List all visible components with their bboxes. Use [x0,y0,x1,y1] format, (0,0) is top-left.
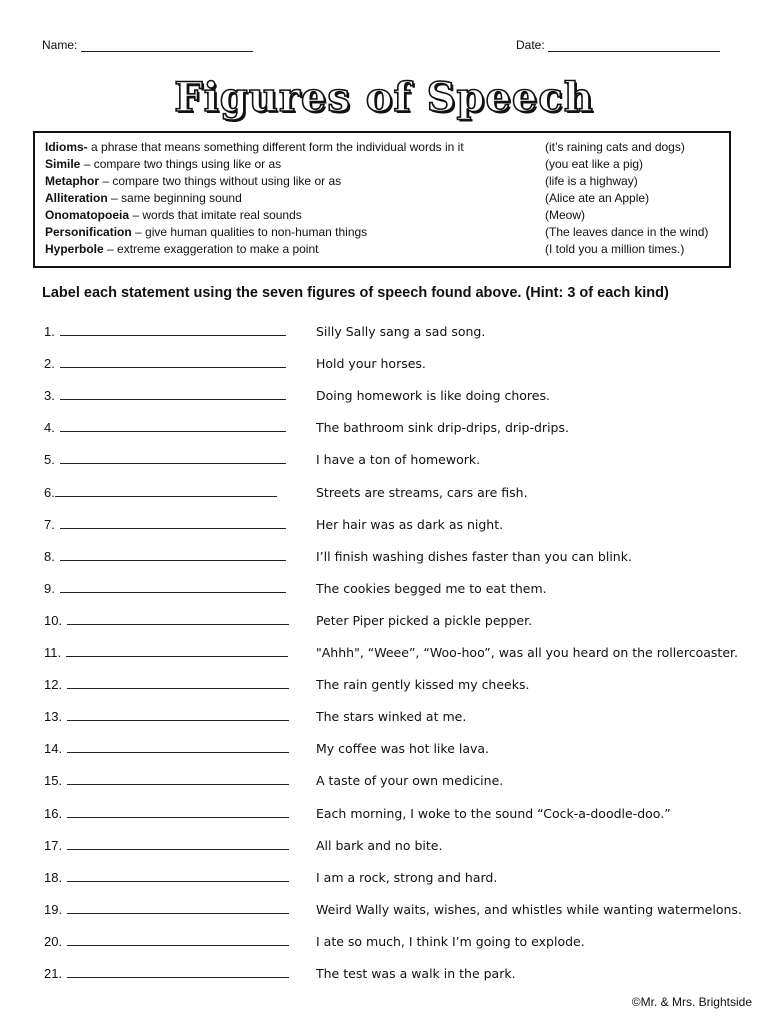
statement-text: I ate so much, I think I’m going to explode. [316,933,585,949]
answer-blank[interactable] [60,548,286,561]
statement-number: 5. [44,452,55,468]
answer-blank[interactable] [67,772,289,785]
definition-example: (life is a highway) [545,174,638,188]
statement-number: 10. [44,612,63,628]
statement-number: 2. [44,356,55,372]
answer-blank[interactable] [60,355,286,368]
definition-example: (Meow) [545,208,586,222]
definition-desc: – extreme exaggeration to make a point [103,242,319,256]
copyright: ©Mr. & Mrs. Brightside [631,995,752,1009]
statement-text: All bark and no bite. [316,837,443,853]
name-blank [81,51,253,52]
statement-text: Each morning, I woke to the sound “Cock-a-doodle-doo.” [316,805,671,821]
definition-desc: – words that imitate real sounds [129,208,302,222]
statement-number: 11. [44,645,62,660]
answer-blank[interactable] [67,933,289,946]
definition-example: (it’s raining cats and dogs) [545,140,685,154]
statement-row [44,932,585,952]
statement-row [44,515,504,535]
statement-row [44,804,671,824]
statement-row [44,322,486,342]
answer-blank[interactable] [60,580,286,593]
definitions-box [33,131,731,268]
statement-row [44,964,516,984]
date-label: Date: [516,38,545,52]
date-field [516,38,720,52]
statement-number: 9. [44,580,55,596]
statement-number: 13. [44,709,63,725]
definition-desc: – compare two things without using like or as [99,174,342,188]
statement-text: I’ll finish washing dishes faster than you can blink. [316,548,632,564]
statement-number: 14. [44,741,63,757]
definition-row [45,190,723,207]
definition-row [45,241,723,258]
statement-text: The bathroom sink drip-drips, drip-drips. [316,420,569,436]
statement-text: The stars winked at me. [316,709,467,725]
answer-blank[interactable] [60,387,286,400]
answer-blank[interactable] [55,484,277,497]
definition-term: Hyperbole [45,242,104,256]
definition-term: Personification [45,225,132,239]
instructions: Label each statement using the seven figures of speech found above. (Hint: 3 of each kind) [42,285,669,301]
answer-blank[interactable] [60,323,286,336]
definition-desc: – give human qualities to non-human things [131,225,368,239]
definition-row [45,173,723,190]
name-field [42,38,253,52]
definition-example: (you eat like a pig) [545,157,644,171]
statement-text: My coffee was hot like lava. [316,741,490,757]
answer-blank[interactable] [67,901,289,914]
answer-blank[interactable] [60,516,286,529]
answer-blank[interactable] [67,676,289,689]
statement-row [44,579,547,599]
statement-number: 20. [44,933,63,949]
statement-row [44,771,504,791]
definition-desc: a phrase that means something different form the individual words in it [87,140,464,154]
definition-term: Onomatopoeia [45,208,130,222]
statement-number: 21. [44,966,63,981]
statement-row [44,450,481,470]
statement-row [44,739,490,759]
definition-row [45,156,723,173]
answer-blank[interactable] [66,644,288,657]
page-title: Figures of Speech [174,74,594,121]
definition-example: (Alice ate an Apple) [545,191,650,205]
definition-term: Simile [45,157,81,171]
statement-number: 17. [44,837,63,853]
answer-blank[interactable] [60,451,286,464]
statement-number: 12. [44,677,63,693]
statement-row [44,418,569,438]
definition-term: Alliteration [45,191,108,205]
statement-number: 7. [44,516,55,532]
statement-row [44,675,530,695]
statement-text: The rain gently kissed my cheeks. [316,677,530,693]
statement-number: 3. [44,388,55,404]
statement-row [44,547,632,567]
name-label: Name: [42,38,78,52]
statement-number: 4. [44,420,55,436]
statement-text: Doing homework is like doing chores. [316,388,550,404]
statement-row [44,900,742,920]
answer-blank[interactable] [67,837,289,850]
statement-row [44,643,738,663]
answer-blank[interactable] [67,965,289,978]
statement-row [44,483,528,503]
statement-row [44,868,498,888]
statement-text: I have a ton of homework. [316,452,481,468]
definition-example: (The leaves dance in the wind) [545,225,709,239]
definition-row [45,139,723,156]
definition-row [45,224,723,241]
answer-blank[interactable] [67,740,289,753]
statement-text: Her hair was as dark as night. [316,516,504,532]
statement-text: Weird Wally waits, wishes, and whistles while wanting watermelons. [316,901,742,917]
definition-desc: – same beginning sound [107,191,242,205]
definition-row [45,207,723,224]
statement-text: The test was a walk in the park. [316,966,516,981]
statement-number: 15. [44,773,63,789]
definition-term: Metaphor [45,174,99,188]
statement-text: Peter Piper picked a pickle pepper. [316,612,533,628]
statement-text: Hold your horses. [316,356,426,372]
statement-text: Silly Sally sang a sad song. [316,324,486,339]
statement-number: 6. [44,484,55,500]
answer-blank[interactable] [67,805,289,818]
statement-text: A taste of your own medicine. [316,773,504,789]
statement-number: 16. [44,805,63,821]
definition-term: Idioms- [45,140,88,154]
statement-number: 1. [44,324,55,339]
definition-desc: – compare two things using like or as [80,157,282,171]
statement-row [44,836,443,856]
statement-text: I am a rock, strong and hard. [316,869,498,885]
statement-number: 8. [44,548,55,564]
statement-text: The cookies begged me to eat them. [316,580,547,596]
statement-row [44,611,533,631]
statement-text: "Ahhh", “Weee”, “Woo-hoo”, was all you heard on the rollercoaster. [316,645,738,660]
answer-blank[interactable] [67,612,289,625]
statement-row [44,386,550,406]
answer-blank[interactable] [67,708,289,721]
date-blank [548,51,720,52]
answer-blank[interactable] [60,419,286,432]
statement-number: 18. [44,869,63,885]
answer-blank[interactable] [67,869,289,882]
statement-number: 19. [44,901,63,917]
statement-row [44,354,426,374]
statement-row [44,707,467,727]
statement-text: Streets are streams, cars are fish. [316,484,528,500]
definition-example: (I told you a million times.) [545,242,685,256]
